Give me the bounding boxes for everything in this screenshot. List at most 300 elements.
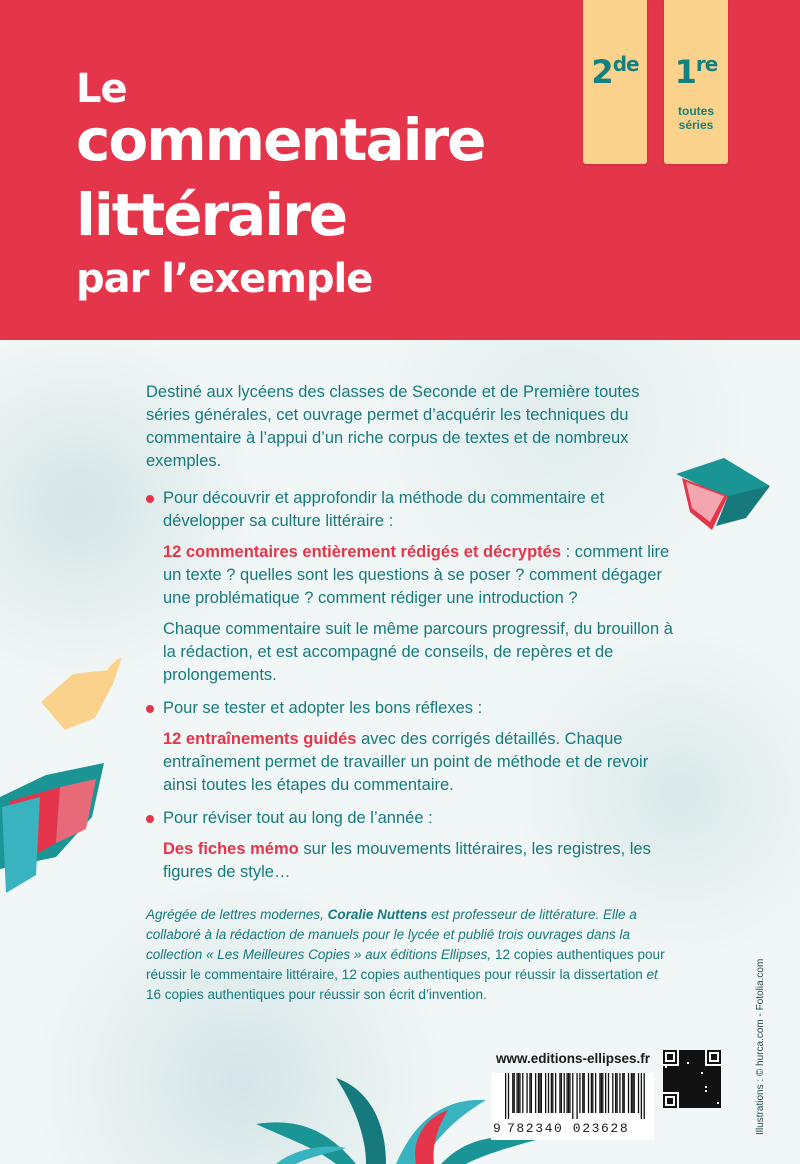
qr-module — [713, 1074, 715, 1076]
qr-module — [691, 1050, 693, 1052]
qr-module — [711, 1102, 713, 1104]
qr-module — [693, 1062, 695, 1064]
qr-module — [715, 1092, 717, 1094]
qr-module — [695, 1084, 697, 1086]
qr-module — [707, 1084, 709, 1086]
qr-module — [707, 1072, 709, 1074]
qr-module — [687, 1052, 689, 1054]
qr-module — [703, 1088, 705, 1090]
qr-module — [679, 1070, 681, 1072]
qr-module — [701, 1070, 703, 1072]
qr-module — [683, 1074, 685, 1076]
qr-module — [717, 1070, 719, 1072]
qr-module — [671, 1078, 673, 1080]
qr-module — [681, 1064, 683, 1066]
qr-module — [703, 1054, 705, 1056]
qr-module — [689, 1072, 691, 1074]
qr-module — [717, 1086, 719, 1088]
qr-module — [673, 1090, 675, 1092]
barcode-bar — [531, 1073, 532, 1113]
qr-module — [717, 1100, 719, 1102]
qr-module — [691, 1066, 693, 1068]
qr-module — [697, 1098, 699, 1100]
qr-module — [689, 1104, 691, 1106]
barcode-bars — [505, 1073, 645, 1119]
qr-module — [685, 1080, 687, 1082]
qr-module — [685, 1076, 687, 1078]
qr-module — [689, 1070, 691, 1072]
bullet-detail: 12 entraînements guidés avec des corrigés détaillés. Chaque entraînement permet de travailler un point de méthode et de revoir ainsi toutes les étapes du commentaire. — [163, 730, 649, 794]
qr-module — [683, 1106, 685, 1108]
qr-module — [677, 1070, 679, 1072]
qr-module — [677, 1082, 679, 1084]
qr-module — [715, 1076, 717, 1078]
qr-module — [713, 1104, 715, 1106]
qr-module — [703, 1100, 705, 1102]
qr-module — [699, 1106, 701, 1108]
barcode-bar — [634, 1073, 635, 1113]
qr-module — [681, 1076, 683, 1078]
qr-module — [671, 1084, 673, 1086]
qr-module — [677, 1078, 679, 1080]
qr-module — [683, 1096, 685, 1098]
qr-module — [711, 1088, 713, 1090]
qr-module — [691, 1068, 693, 1070]
qr-module — [717, 1090, 719, 1092]
qr-module — [697, 1052, 699, 1054]
qr-module — [679, 1100, 681, 1102]
barcode-bar — [624, 1073, 625, 1113]
qr-module — [693, 1086, 695, 1088]
qr-module — [695, 1102, 697, 1104]
qr-module — [673, 1076, 675, 1078]
qr-module — [683, 1098, 685, 1100]
qr-module — [679, 1072, 681, 1074]
qr-module — [673, 1074, 675, 1076]
qr-module — [679, 1088, 681, 1090]
qr-module — [709, 1068, 711, 1070]
qr-module — [705, 1066, 707, 1068]
qr-module — [669, 1068, 671, 1070]
qr-module — [717, 1082, 719, 1084]
qr-module — [685, 1098, 687, 1100]
qr-module — [681, 1072, 683, 1074]
qr-module — [683, 1092, 685, 1094]
open-book-illustration — [0, 757, 110, 897]
qr-module — [717, 1066, 719, 1068]
qr-module — [683, 1058, 685, 1060]
qr-module — [719, 1086, 721, 1088]
qr-module — [719, 1084, 721, 1086]
qr-module — [707, 1066, 709, 1068]
isbn-barcode: 9 782340 023628 — [491, 1073, 654, 1140]
qr-module — [711, 1106, 713, 1108]
qr-module — [707, 1100, 709, 1102]
qr-module — [673, 1084, 675, 1086]
qr-module — [717, 1094, 719, 1096]
qr-module — [697, 1092, 699, 1094]
qr-module — [703, 1064, 705, 1066]
qr-module — [719, 1072, 721, 1074]
qr-module — [709, 1070, 711, 1072]
qr-module — [671, 1090, 673, 1092]
qr-module — [717, 1076, 719, 1078]
qr-module — [701, 1084, 703, 1086]
barcode-bar — [605, 1073, 606, 1113]
qr-module — [699, 1056, 701, 1058]
qr-module — [715, 1098, 717, 1100]
qr-module — [705, 1080, 707, 1082]
barcode-bar — [576, 1073, 577, 1119]
qr-module — [679, 1098, 681, 1100]
qr-module — [691, 1096, 693, 1098]
qr-module — [691, 1106, 693, 1108]
qr-module — [691, 1054, 693, 1056]
qr-module — [695, 1060, 697, 1062]
qr-module — [709, 1102, 711, 1104]
qr-module — [711, 1104, 713, 1106]
qr-module — [701, 1068, 703, 1070]
qr-module — [695, 1052, 697, 1054]
qr-module — [675, 1080, 677, 1082]
qr-module — [681, 1104, 683, 1106]
qr-module — [695, 1106, 697, 1108]
qr-module — [675, 1070, 677, 1072]
qr-module — [665, 1082, 667, 1084]
qr-module — [665, 1084, 667, 1086]
qr-module — [703, 1076, 705, 1078]
qr-module — [697, 1078, 699, 1080]
qr-module — [707, 1086, 709, 1088]
qr-module — [667, 1078, 669, 1080]
qr-module — [715, 1070, 717, 1072]
qr-module — [715, 1080, 717, 1082]
qr-module — [695, 1068, 697, 1070]
qr-module — [677, 1066, 679, 1068]
qr-module — [693, 1098, 695, 1100]
qr-module — [713, 1088, 715, 1090]
qr-module — [693, 1074, 695, 1076]
qr-module — [717, 1068, 719, 1070]
qr-module — [675, 1072, 677, 1074]
author-name: Coralie Nuttens — [327, 907, 428, 922]
qr-module — [701, 1076, 703, 1078]
qr-module — [689, 1106, 691, 1108]
qr-module — [683, 1076, 685, 1078]
qr-module — [703, 1068, 705, 1070]
qr-module — [673, 1080, 675, 1082]
qr-module — [699, 1054, 701, 1056]
qr-module — [683, 1104, 685, 1106]
qr-module — [669, 1072, 671, 1074]
qr-module — [681, 1106, 683, 1108]
qr-module — [691, 1088, 693, 1090]
qr-module — [699, 1050, 701, 1052]
qr-module — [693, 1082, 695, 1084]
qr-module — [679, 1076, 681, 1078]
qr-module — [713, 1092, 715, 1094]
qr-module — [705, 1084, 707, 1086]
qr-module — [687, 1098, 689, 1100]
qr-module — [663, 1088, 665, 1090]
qr-module — [673, 1072, 675, 1074]
barcode-bar — [582, 1073, 583, 1113]
qr-module — [697, 1060, 699, 1062]
qr-module — [701, 1096, 703, 1098]
qr-module — [693, 1084, 695, 1086]
qr-module — [701, 1052, 703, 1054]
qr-module — [715, 1072, 717, 1074]
qr-module — [685, 1094, 687, 1096]
barcode-bar — [591, 1073, 592, 1113]
qr-module — [701, 1102, 703, 1104]
barcode-bar — [579, 1073, 580, 1113]
qr-module — [711, 1084, 713, 1086]
bullet-heading: Pour réviser tout au long de l’année : — [146, 807, 676, 830]
qr-module — [685, 1056, 687, 1058]
qr-module — [717, 1106, 719, 1108]
qr-module — [697, 1054, 699, 1056]
qr-module — [691, 1060, 693, 1062]
qr-module — [719, 1070, 721, 1072]
qr-module — [707, 1090, 709, 1092]
qr-module — [693, 1100, 695, 1102]
qr-module — [677, 1076, 679, 1078]
qr-module — [695, 1082, 697, 1084]
qr-module — [673, 1082, 675, 1084]
qr-module — [675, 1074, 677, 1076]
qr-module — [711, 1068, 713, 1070]
qr-module — [671, 1076, 673, 1078]
qr-module — [705, 1098, 707, 1100]
barcode-bar — [601, 1073, 602, 1113]
qr-module — [703, 1082, 705, 1084]
qr-module — [699, 1104, 701, 1106]
qr-module — [703, 1090, 705, 1092]
qr-module — [699, 1102, 701, 1104]
qr-module — [711, 1076, 713, 1078]
qr-module — [695, 1080, 697, 1082]
qr-module — [679, 1094, 681, 1096]
qr-module — [695, 1070, 697, 1072]
qr-module — [677, 1080, 679, 1082]
qr-module — [685, 1074, 687, 1076]
qr-module — [685, 1066, 687, 1068]
qr-module — [689, 1098, 691, 1100]
qr-module — [701, 1056, 703, 1058]
qr-module — [717, 1074, 719, 1076]
qr-module — [715, 1100, 717, 1102]
qr-module — [701, 1058, 703, 1060]
qr-module — [689, 1052, 691, 1054]
qr-module — [689, 1086, 691, 1088]
qr-module — [719, 1106, 721, 1108]
qr-module — [689, 1092, 691, 1094]
qr-module — [695, 1086, 697, 1088]
qr-module — [687, 1054, 689, 1056]
qr-module — [691, 1082, 693, 1084]
qr-module — [697, 1074, 699, 1076]
qr-module — [681, 1096, 683, 1098]
qr-module — [719, 1076, 721, 1078]
qr-module — [689, 1062, 691, 1064]
qr-module — [707, 1078, 709, 1080]
qr-module — [705, 1068, 707, 1070]
qr-module — [687, 1070, 689, 1072]
barcode-bar — [519, 1073, 520, 1113]
qr-module — [681, 1094, 683, 1096]
qr-module — [671, 1066, 673, 1068]
qr-module — [695, 1054, 697, 1056]
qr-module — [707, 1104, 709, 1106]
qr-module — [681, 1088, 683, 1090]
barcode-bar — [632, 1073, 633, 1113]
qr-module — [685, 1072, 687, 1074]
qr-module — [701, 1092, 703, 1094]
qr-module — [665, 1086, 667, 1088]
qr-module — [719, 1068, 721, 1070]
bullet-heading: Pour découvrir et approfondir la méthode du commentaire et développer sa culture littéraire : — [146, 487, 676, 533]
barcode-bar — [518, 1073, 519, 1113]
qr-module — [703, 1056, 705, 1058]
qr-module — [689, 1100, 691, 1102]
qr-module — [697, 1058, 699, 1060]
qr-module — [709, 1082, 711, 1084]
qr-module — [689, 1054, 691, 1056]
qr-module — [717, 1078, 719, 1080]
qr-module — [663, 1068, 665, 1070]
qr-module — [679, 1054, 681, 1056]
qr-module — [697, 1072, 699, 1074]
qr-module — [697, 1056, 699, 1058]
qr-module — [719, 1088, 721, 1090]
qr-module — [691, 1074, 693, 1076]
qr-module — [669, 1086, 671, 1088]
qr-module — [683, 1068, 685, 1070]
qr-module — [689, 1088, 691, 1090]
qr-module — [713, 1070, 715, 1072]
qr-module — [699, 1088, 701, 1090]
barcode-bar — [622, 1073, 623, 1113]
qr-module — [685, 1096, 687, 1098]
qr-module — [693, 1054, 695, 1056]
qr-module — [687, 1076, 689, 1078]
bullet-extra: Chaque commentaire suit le même parcours progressif, du brouillon à la rédaction, et est accompagné de conseils, de repères et de prolongements. — [163, 620, 673, 684]
qr-module — [717, 1092, 719, 1094]
qr-module — [663, 1076, 665, 1078]
qr-module — [693, 1094, 695, 1096]
barcode-bar — [526, 1073, 527, 1113]
qr-module — [681, 1098, 683, 1100]
qr-module — [689, 1066, 691, 1068]
qr-module — [713, 1068, 715, 1070]
qr-module — [681, 1070, 683, 1072]
qr-module — [669, 1066, 671, 1068]
qr-module — [671, 1068, 673, 1070]
qr-module — [669, 1082, 671, 1084]
barcode-bar — [569, 1073, 570, 1113]
publisher-website: www.editions-ellipses.fr — [496, 1051, 651, 1066]
barcode-bar — [529, 1073, 530, 1113]
qr-module — [685, 1054, 687, 1056]
qr-module — [711, 1070, 713, 1072]
qr-module — [701, 1064, 703, 1066]
qr-module — [691, 1080, 693, 1082]
qr-module — [669, 1090, 671, 1092]
qr-module — [709, 1094, 711, 1096]
qr-module — [685, 1104, 687, 1106]
qr-module — [679, 1062, 681, 1064]
qr-module — [715, 1074, 717, 1076]
qr-module — [715, 1106, 717, 1108]
qr-module — [707, 1106, 709, 1108]
qr-module — [663, 1078, 665, 1080]
qr-module — [675, 1076, 677, 1078]
qr-module — [679, 1084, 681, 1086]
qr-module — [703, 1092, 705, 1094]
qr-module — [717, 1096, 719, 1098]
level-label: 1re — [674, 52, 718, 91]
qr-module — [673, 1088, 675, 1090]
qr-module — [699, 1082, 701, 1084]
qr-module — [671, 1082, 673, 1084]
qr-module — [669, 1078, 671, 1080]
qr-module — [677, 1086, 679, 1088]
qr-module — [693, 1090, 695, 1092]
qr-module — [711, 1092, 713, 1094]
qr-module — [701, 1094, 703, 1096]
qr-module — [707, 1088, 709, 1090]
qr-module — [675, 1090, 677, 1092]
qr-module — [665, 1090, 667, 1092]
qr-module — [679, 1056, 681, 1058]
qr-module — [697, 1064, 699, 1066]
qr-module — [667, 1054, 673, 1060]
qr-module — [691, 1098, 693, 1100]
qr-module — [717, 1088, 719, 1090]
qr-module — [663, 1066, 665, 1068]
qr-module — [705, 1106, 707, 1108]
qr-module — [705, 1092, 707, 1094]
barcode-bar — [592, 1073, 593, 1113]
bullet-heading: Pour se tester et adopter les bons réflexes : — [146, 697, 676, 720]
barcode-bar — [602, 1073, 603, 1113]
qr-module — [701, 1100, 703, 1102]
qr-module — [679, 1068, 681, 1070]
qr-module — [707, 1102, 709, 1104]
qr-module — [717, 1098, 719, 1100]
qr-module — [695, 1050, 697, 1052]
qr-module — [703, 1078, 705, 1080]
qr-module — [691, 1100, 693, 1102]
qr-module — [663, 1086, 665, 1088]
qr-module — [667, 1070, 669, 1072]
qr-module — [689, 1050, 691, 1052]
qr-module — [663, 1072, 665, 1074]
qr-module — [689, 1102, 691, 1104]
qr-module — [713, 1086, 715, 1088]
qr-module — [699, 1098, 701, 1100]
qr-module — [691, 1064, 693, 1066]
qr-module — [683, 1054, 685, 1056]
qr-module — [695, 1094, 697, 1096]
qr-module — [679, 1104, 681, 1106]
qr-module — [709, 1090, 711, 1092]
barcode-bar — [564, 1073, 565, 1113]
flying-book-illustration — [672, 456, 772, 536]
qr-module — [699, 1052, 701, 1054]
qr-module — [693, 1056, 695, 1058]
